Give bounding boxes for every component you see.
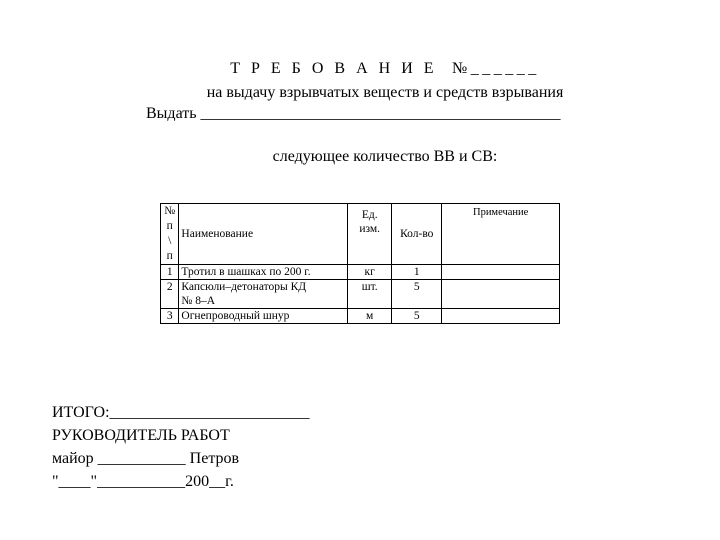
row-unit: м (348, 309, 392, 324)
header-number (161, 204, 179, 265)
header-number-line: № (164, 205, 176, 217)
header-unit-line: изм. (359, 223, 381, 235)
row-number: 2 (161, 280, 179, 309)
header-unit-line: Ед. (361, 209, 378, 221)
row-note (442, 280, 560, 309)
row-name (179, 280, 348, 309)
header-unit (348, 204, 392, 265)
signature-line: майор ___________ Петров (52, 450, 240, 467)
table-header-row (161, 204, 560, 265)
requisition-table (160, 203, 560, 324)
document-number-blank: ______ (470, 60, 540, 77)
table-row (161, 309, 560, 324)
row-quantity: 5 (392, 309, 442, 324)
total-line: ИТОГО:_________________________ (52, 404, 310, 421)
table-row (161, 280, 560, 309)
quantity-line: следующее количество ВВ и СВ: (272, 148, 498, 165)
row-unit: кг (348, 265, 392, 280)
header-note: Примечание (442, 204, 560, 265)
row-unit: шт. (348, 280, 392, 309)
header-number-line: п (166, 220, 173, 232)
header-name-text: Наименование (181, 228, 254, 240)
row-name-line: № 8–А (181, 295, 216, 307)
row-name: Тротил в шашках по 200 г. (179, 265, 348, 280)
header-name (179, 204, 348, 265)
issue-line: Выдать _____________________________________________ (146, 105, 561, 122)
document-title (0, 60, 720, 78)
document-title-text: Т Р Е Б О В А Н И Е № (230, 60, 471, 77)
header-number-line: п (166, 250, 173, 262)
date-line: "____"___________200__г. (52, 473, 234, 490)
row-quantity: 5 (392, 280, 442, 309)
table-row (161, 265, 560, 280)
row-quantity: 1 (392, 265, 442, 280)
row-number: 3 (161, 309, 179, 324)
row-note (442, 309, 560, 324)
row-name-line: Капсюли–детонаторы КД (181, 281, 307, 293)
row-note (442, 265, 560, 280)
header-number-line: \ (168, 235, 172, 247)
row-name: Огнепроводный шнур (179, 309, 348, 324)
manager-line: РУКОВОДИТЕЛЬ РАБОТ (52, 427, 230, 444)
document-subtitle: на выдачу взрывчатых веществ и средств взрывания (206, 84, 564, 101)
header-quantity: Кол-во (392, 204, 442, 265)
row-number: 1 (161, 265, 179, 280)
